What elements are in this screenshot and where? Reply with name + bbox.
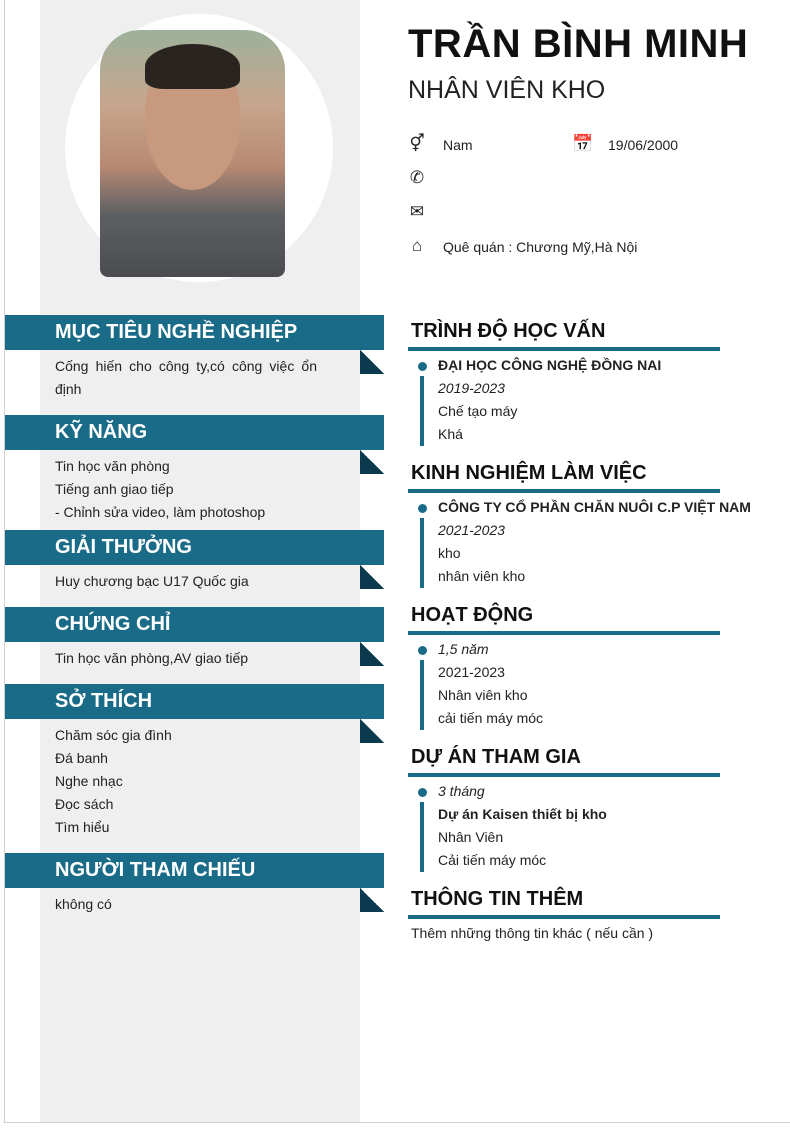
- section-objective-header: MỤC TIÊU NGHỀ NGHIỆP: [5, 315, 384, 350]
- timeline-line: [420, 802, 424, 872]
- divider: [408, 347, 720, 351]
- list-item: Huy chương bạc U17 Quốc gia: [55, 573, 249, 589]
- more-text: Thêm những thông tin khác ( nếu cần ): [411, 925, 654, 941]
- divider: [408, 773, 720, 777]
- job-title: NHÂN VIÊN KHO: [408, 76, 606, 104]
- birthday-value: 19/06/2000: [608, 137, 679, 153]
- list-item: Nghe nhạc: [55, 773, 123, 789]
- project-name: Dự án Kaisen thiết bị kho: [438, 806, 607, 822]
- ribbon-corner: [360, 888, 384, 912]
- list-item: Đá banh: [55, 750, 108, 766]
- list-item: Tin học văn phòng: [55, 458, 170, 474]
- timeline-dot: [418, 362, 427, 371]
- description: cải tiến máy móc: [438, 710, 544, 726]
- duration: 3 tháng: [438, 783, 485, 799]
- ribbon-corner: [360, 450, 384, 474]
- timeline-line: [420, 376, 424, 446]
- divider: [408, 631, 720, 635]
- list-item: Đọc sách: [55, 796, 114, 812]
- section-projects-header: DỰ ÁN THAM GIA: [411, 746, 581, 768]
- avatar: [100, 30, 285, 277]
- list-item: Tìm hiểu: [55, 819, 110, 835]
- timeline-line: [420, 518, 424, 588]
- objective-text: Cống hiến cho công ty,có công việc ổn định: [55, 358, 317, 397]
- ribbon-corner: [360, 350, 384, 374]
- section-activities-header: HOẠT ĐỘNG: [411, 604, 534, 626]
- school-name: ĐẠI HỌC CÔNG NGHỆ ĐỒNG NAI: [438, 357, 662, 373]
- ribbon-corner: [360, 719, 384, 743]
- home-icon: ⌂: [411, 236, 423, 255]
- timeline-line: [420, 660, 424, 730]
- activity-entry: [438, 638, 543, 730]
- gender-value: Nam: [443, 137, 473, 153]
- role: Nhân Viên: [438, 829, 504, 845]
- phone-icon: ✆: [409, 168, 425, 187]
- gender-icon: ⚥: [409, 134, 425, 153]
- skills-list: [55, 455, 317, 524]
- list-item: - Chỉnh sửa video, làm photoshop: [55, 504, 266, 520]
- divider: [408, 489, 720, 493]
- list-item: Tin học văn phòng,AV giao tiếp: [55, 650, 249, 666]
- position: kho: [438, 545, 461, 561]
- section-education-header: TRÌNH ĐỘ HỌC VẤN: [411, 320, 606, 342]
- hobbies-list: [55, 724, 317, 839]
- hometown-value: Quê quán : Chương Mỹ,Hà Nội: [443, 239, 638, 255]
- description: nhân viên kho: [438, 568, 526, 584]
- ribbon-corner: [360, 565, 384, 589]
- section-more-header: THÔNG TIN THÊM: [411, 888, 584, 910]
- company-name: CÔNG TY CỔ PHẦN CHĂN NUÔI C.P VIỆT NAM: [438, 499, 751, 515]
- ribbon-corner: [360, 642, 384, 666]
- timeline-dot: [418, 646, 427, 655]
- role: Nhân viên kho: [438, 687, 528, 703]
- education-entry: [438, 354, 661, 446]
- section-hobbies-header: SỞ THÍCH: [5, 684, 384, 719]
- period: 2021-2023: [438, 522, 505, 538]
- period: 2019-2023: [438, 380, 505, 396]
- timeline-dot: [418, 788, 427, 797]
- divider: [408, 915, 720, 919]
- list-item: Chăm sóc gia đình: [55, 727, 172, 743]
- list-item: Tiếng anh giao tiếp: [55, 481, 174, 497]
- mail-icon: ✉: [409, 202, 425, 221]
- period: 2021-2023: [438, 664, 505, 680]
- full-name: TRẦN BÌNH MINH: [408, 22, 749, 66]
- project-entry: [438, 780, 607, 872]
- grade: Khá: [438, 426, 463, 442]
- section-certs-header: CHỨNG CHỈ: [5, 607, 384, 642]
- section-skills-header: KỸ NĂNG: [5, 415, 384, 450]
- description: Cải tiến máy móc: [438, 852, 547, 868]
- section-refs-header: NGƯỜI THAM CHIẾU: [5, 853, 384, 888]
- calendar-icon: 📅: [572, 134, 594, 153]
- section-awards-header: GIẢI THƯỞNG: [5, 530, 384, 565]
- list-item: không có: [55, 896, 112, 912]
- duration: 1,5 năm: [438, 641, 489, 657]
- section-experience-header: KINH NGHIỆM LÀM VIỆC: [411, 462, 647, 484]
- timeline-dot: [418, 504, 427, 513]
- major: Chế tạo máy: [438, 403, 518, 419]
- experience-entry: [438, 496, 751, 588]
- page-border-bottom: [4, 1122, 790, 1123]
